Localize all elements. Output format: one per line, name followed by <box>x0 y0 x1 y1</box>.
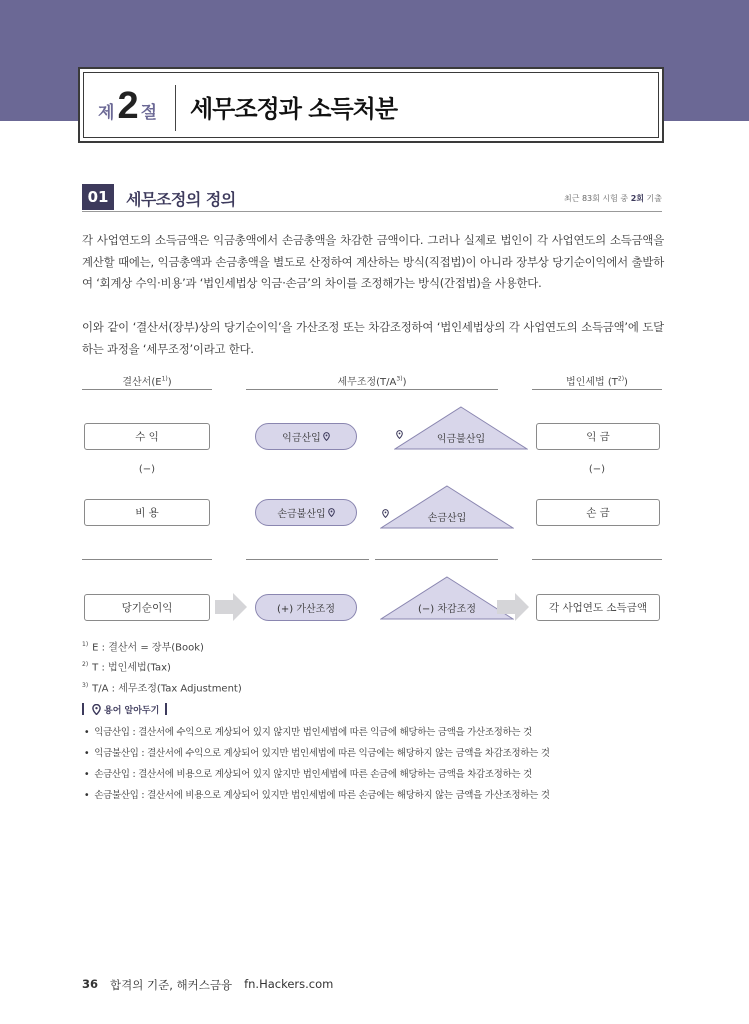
minus-left: (−) <box>138 464 156 475</box>
pill-loss-exclusion <box>255 499 357 526</box>
list-item: • 손금불산입 : 결산서에 비용으로 계상되어 있지만 법인세법에 따른 손금에는 해당하지 않는 금액을 가산조정하는 것 <box>84 785 550 806</box>
pin-icon <box>92 704 101 715</box>
exam-note-suffix: 기출 <box>644 194 662 203</box>
pin-icon <box>323 432 330 441</box>
triangle-gain-exclusion-text: 익금불산입 <box>436 434 486 445</box>
section-number: 01 <box>82 184 114 210</box>
triangle-sub-adjust <box>380 576 514 620</box>
body-paragraph-1: 각 사업연도의 소득금액은 익금총액에서 손금총액을 차감한 금액이다. 그러나 실제로 법인이 각 사업연도의 소득금액을 계산할 때에는, 익금총액과 손금총액을 별도로 산정하여 계산하는 방식(직접법)이 아니라 장부상 당기순이익에서 출발하여 ‘회계상 수익·비용’과 ‘법인세법상 익금·손금’의 차이를 조정해가는 방식(간접법)을 사용한다. <box>82 233 664 290</box>
triangle-loss-inclusion-text: 손금산입 <box>427 513 467 524</box>
list-item: • 익금산입 : 결산서에 수익으로 계상되어 있지 않지만 법인세법에 따른 익금에 해당하는 금액을 가산조정하는 것 <box>84 722 550 743</box>
chapter-title-inner-frame <box>83 72 659 138</box>
footnote-1-text: E : 결산서 = 장부(Book) <box>92 642 204 654</box>
triangle-gain-exclusion-label <box>394 430 528 445</box>
footnotes <box>82 636 242 697</box>
column-label-adjustment-end: ) <box>402 377 407 388</box>
terms-heading-bar-left <box>82 703 84 715</box>
chapter-suffix: 절 <box>140 103 158 122</box>
section-heading <box>82 184 662 210</box>
triangle-loss-inclusion-label <box>380 509 514 524</box>
footnote-1 <box>82 636 242 656</box>
sum-rule-mid-right <box>375 559 498 560</box>
triangle-sub-adjust-label: (−) 차감조정 <box>417 604 476 615</box>
exam-note-prefix: 최근 83회 시험 중 <box>563 194 631 203</box>
minus-right: (−) <box>588 464 606 475</box>
section-title: 세무조정의 정의 <box>126 190 236 209</box>
column-label-tax-law-sup: 2) <box>617 375 625 383</box>
triangle-gain-exclusion <box>394 406 528 450</box>
page-number: 36 <box>82 977 99 991</box>
column-label-tax-law <box>532 373 662 388</box>
chapter-number-label <box>98 85 157 133</box>
footnote-1-mark: 1) <box>82 641 89 648</box>
column-label-adjustment-text: 세무조정(T/A <box>337 377 397 388</box>
box-deductible-expense: 손 금 <box>536 499 660 526</box>
chapter-number: 2 <box>117 85 138 127</box>
box-taxable-revenue: 익 금 <box>536 423 660 450</box>
chapter-divider <box>175 85 176 131</box>
column-rule-right-top <box>532 389 662 390</box>
pill-loss-exclusion-text: 손금불산입 <box>277 509 326 520</box>
triangle-loss-inclusion <box>380 485 514 529</box>
terms-heading-bar-right <box>165 703 167 715</box>
section-rule <box>82 211 662 212</box>
pill-gain-inclusion-text: 익금산입 <box>282 433 321 444</box>
sum-rule-mid-left <box>246 559 369 560</box>
column-label-tax-law-text: 법인세법 (T <box>566 377 618 388</box>
column-label-statement-sup: 1) <box>161 375 168 383</box>
footer-site: fn.Hackers.com <box>244 977 334 991</box>
pin-icon <box>328 508 335 517</box>
column-label-statement-text: 결산서(E <box>122 377 162 388</box>
body-paragraph-2: 이와 같이 ‘결산서(장부)상의 당기순이익’을 가산조정 또는 차감조정하여 ‘법인세법상의 각 사업연도의 소득금액’에 도달하는 과정을 ‘세무조정’이라고 한다. <box>82 320 664 356</box>
footnote-3-text: T/A : 세무조정(Tax Adjustment) <box>92 682 242 694</box>
pin-icon <box>396 430 403 439</box>
terms-list <box>84 722 550 806</box>
exam-note-count: 2회 <box>630 194 644 203</box>
footnote-2-mark: 2) <box>82 661 89 669</box>
box-expense: 비 용 <box>84 499 210 526</box>
box-income-amount: 각 사업연도 소득금액 <box>536 594 660 621</box>
footer-slogan: 합격의 기준, 해커스금융 <box>110 978 233 992</box>
pill-add-adjust: (+) 가산조정 <box>255 594 357 621</box>
column-label-adjustment <box>246 373 498 388</box>
column-rule-left-top <box>82 389 212 390</box>
terms-heading-text: 용어 알아두기 <box>104 705 160 716</box>
column-rule-mid-top <box>246 389 498 390</box>
footnote-3 <box>82 677 242 697</box>
chapter-prefix: 제 <box>98 103 115 122</box>
column-label-statement <box>82 373 212 388</box>
sum-rule-right <box>532 559 662 560</box>
footnote-2-text: T : 법인세법(Tax) <box>92 662 171 674</box>
page-footer <box>82 977 333 993</box>
footnote-3-mark: 3) <box>82 681 89 689</box>
column-label-adjustment-sup: 3) <box>396 375 403 383</box>
box-net-income: 당기순이익 <box>84 594 210 621</box>
exam-frequency-note <box>564 193 662 204</box>
pin-icon <box>382 509 389 518</box>
column-label-tax-law-end: ) <box>624 377 628 388</box>
terms-heading <box>82 702 167 716</box>
arrow-right-icon <box>497 593 529 621</box>
chapter-title-box <box>78 67 664 143</box>
box-revenue: 수 익 <box>84 423 210 450</box>
pill-gain-inclusion <box>255 423 357 450</box>
arrow-right-icon <box>215 593 247 621</box>
list-item: • 익금불산입 : 결산서에 수익으로 계상되어 있지만 법인세법에 따른 익금에는 해당하지 않는 금액을 차감조정하는 것 <box>84 743 550 764</box>
footnote-2 <box>82 656 242 676</box>
sum-rule-left <box>82 559 212 560</box>
list-item: • 손금산입 : 결산서에 비용으로 계상되어 있지 않지만 법인세법에 따른 손금에 해당하는 금액을 차감조정하는 것 <box>84 764 550 785</box>
column-label-statement-end: ) <box>167 377 172 388</box>
chapter-title: 세무조정과 소득처분 <box>190 95 398 123</box>
